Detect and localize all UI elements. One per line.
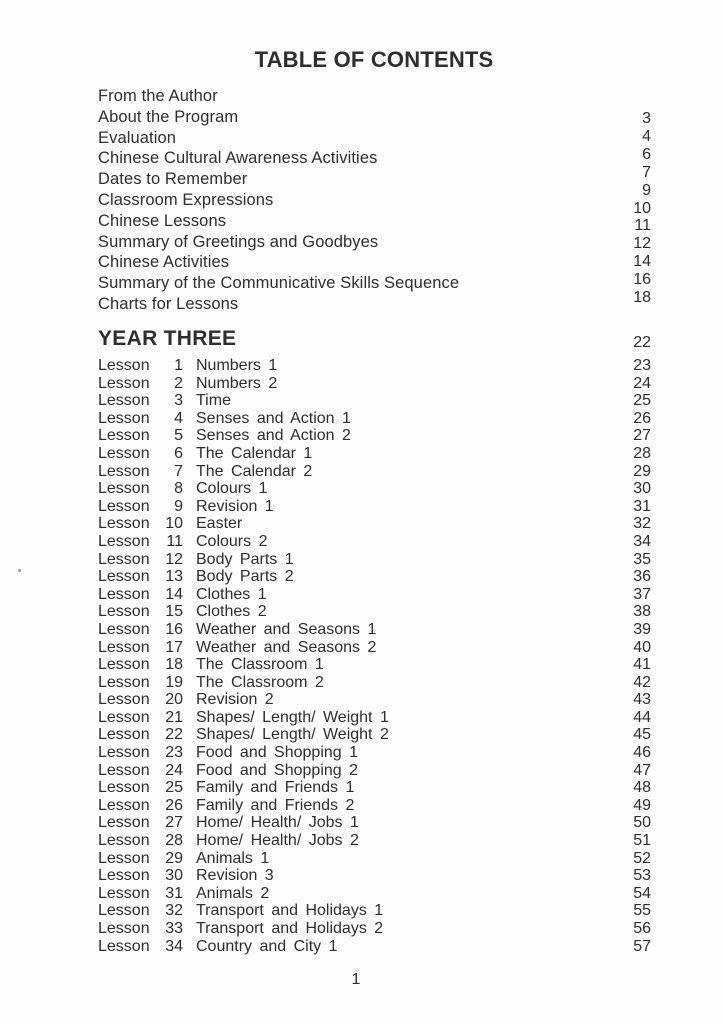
toc-entry-page-number: 7	[642, 163, 651, 181]
lesson-row	[98, 568, 651, 586]
lesson-title: Easter	[196, 515, 243, 533]
lesson-row	[98, 832, 651, 850]
lesson-word: Lesson	[98, 708, 150, 726]
toc-entry-page-number: 10	[633, 199, 651, 217]
toc-entry-page-number: 9	[642, 181, 651, 199]
toc-entry-page-number: 14	[633, 253, 651, 271]
lesson-page-number: 50	[633, 814, 651, 832]
lesson-number: 24	[165, 761, 183, 779]
lesson-row	[98, 621, 651, 639]
lesson-page-number: 30	[633, 480, 651, 498]
lesson-row	[98, 938, 651, 956]
lesson-word: Lesson	[98, 796, 150, 814]
lesson-word: Lesson	[98, 761, 150, 779]
lesson-page-number: 29	[633, 462, 651, 480]
lesson-row	[98, 551, 651, 569]
lesson-page-number: 52	[633, 849, 651, 867]
toc-entry-page-number: 16	[633, 271, 651, 289]
lesson-row	[98, 586, 651, 604]
lesson-number: 34	[165, 937, 183, 955]
lesson-row	[98, 709, 651, 727]
lesson-title: Revision 1	[196, 497, 274, 515]
lesson-word: Lesson	[98, 638, 150, 656]
lesson-row	[98, 498, 651, 516]
lesson-page-number: 49	[633, 796, 651, 814]
toc-entry-label: Chinese Lessons	[98, 211, 227, 230]
lesson-word: Lesson	[98, 462, 150, 480]
lesson-title: Revision 3	[196, 867, 274, 885]
toc-entry-label: Chinese Cultural Awareness Activities	[98, 149, 378, 168]
lesson-title: Animals 1	[196, 849, 270, 867]
lesson-title: Colours 1	[196, 480, 268, 498]
lesson-number: 10	[165, 515, 183, 533]
toc-entry-page-number: 18	[633, 289, 651, 307]
lesson-title: Colours 2	[196, 532, 268, 550]
lesson-row	[98, 691, 651, 709]
lesson-page-number: 26	[633, 409, 651, 427]
lesson-page-number: 45	[633, 726, 651, 744]
lesson-number: 27	[165, 814, 183, 832]
lesson-word: Lesson	[98, 656, 150, 674]
front-matter-section	[98, 86, 651, 315]
lesson-title: Family and Friends 1	[196, 779, 355, 797]
lesson-title: Family and Friends 2	[196, 796, 355, 814]
lesson-number: 29	[165, 849, 183, 867]
lesson-page-number: 35	[633, 550, 651, 568]
lesson-page-number: 27	[633, 427, 651, 445]
lesson-word: Lesson	[98, 937, 150, 955]
toc-entry-label: Classroom Expressions	[98, 190, 274, 209]
lesson-word: Lesson	[98, 832, 150, 850]
lesson-number: 2	[174, 374, 183, 392]
lesson-word: Lesson	[98, 920, 150, 937]
lesson-title: The Calendar 2	[196, 462, 313, 480]
lesson-row	[98, 867, 651, 885]
lesson-page-number: 39	[633, 620, 651, 638]
lesson-row	[98, 410, 651, 428]
lesson-title: Weather and Seasons 1	[196, 620, 377, 638]
lesson-page-number: 23	[633, 357, 651, 374]
lesson-title: Senses and Action 1	[196, 409, 351, 427]
lesson-word: Lesson	[98, 427, 150, 445]
lesson-number: 19	[165, 673, 183, 691]
lesson-number: 22	[165, 726, 183, 744]
lesson-word: Lesson	[98, 620, 150, 638]
lesson-title: Clothes 1	[196, 585, 267, 603]
lesson-number: 17	[165, 638, 183, 656]
lesson-word: Lesson	[98, 603, 150, 621]
lesson-word: Lesson	[98, 480, 150, 498]
lesson-number: 23	[165, 744, 183, 762]
lesson-page-number: 41	[633, 656, 651, 674]
lesson-title: Food and Shopping 2	[196, 761, 359, 779]
lesson-title: Weather and Seasons 2	[196, 638, 377, 656]
lesson-title: Food and Shopping 1	[196, 744, 359, 762]
lesson-page-number: 57	[633, 937, 651, 955]
lesson-page-number: 28	[633, 444, 651, 462]
lesson-number: 6	[174, 444, 183, 462]
lesson-title: Home/ Health/ Jobs 2	[196, 832, 359, 850]
lesson-row	[98, 480, 651, 498]
lesson-word: Lesson	[98, 814, 150, 832]
lesson-title: Numbers 2	[196, 374, 278, 392]
lesson-title: Clothes 2	[196, 603, 267, 621]
lesson-row	[98, 427, 651, 445]
lesson-row	[98, 639, 651, 657]
lesson-number: 8	[174, 480, 183, 498]
lesson-row	[98, 375, 651, 393]
lesson-page-number: 55	[633, 902, 651, 920]
lesson-row	[98, 814, 651, 832]
lesson-word: Lesson	[98, 409, 150, 427]
toc-entry-label: From the Author	[98, 87, 218, 105]
lesson-row	[98, 445, 651, 463]
lesson-page-number: 46	[633, 744, 651, 762]
toc-entry-label: Summary of Greetings and Goodbyes	[98, 232, 379, 251]
lesson-word: Lesson	[98, 532, 150, 550]
lesson-word: Lesson	[98, 585, 150, 603]
lesson-word: Lesson	[98, 392, 150, 410]
lesson-number: 16	[165, 620, 183, 638]
lesson-row	[98, 885, 651, 903]
lesson-word: Lesson	[98, 726, 150, 744]
lesson-number: 4	[174, 409, 183, 427]
toc-entry-page-number: 6	[642, 145, 651, 163]
lesson-title: The Calendar 1	[196, 444, 313, 462]
lesson-word: Lesson	[98, 902, 150, 920]
lesson-row	[98, 920, 651, 938]
lesson-title: Home/ Health/ Jobs 1	[196, 814, 359, 832]
toc-entry-page-number: 11	[634, 217, 651, 235]
lesson-word: Lesson	[98, 444, 150, 462]
lesson-row	[98, 533, 651, 551]
lesson-page-number: 47	[633, 761, 651, 779]
lesson-title: Animals 2	[196, 884, 270, 902]
lesson-title: Body Parts 1	[196, 550, 294, 568]
lesson-row	[98, 357, 651, 375]
lesson-word: Lesson	[98, 673, 150, 691]
lesson-row	[98, 902, 651, 920]
lesson-row	[98, 463, 651, 481]
lesson-number: 20	[165, 691, 183, 709]
lesson-title: The Classroom 1	[196, 656, 324, 674]
front-matter-page-numbers	[633, 110, 651, 307]
lesson-page-number: 42	[633, 673, 651, 691]
lesson-number: 3	[174, 392, 183, 410]
lesson-word: Lesson	[98, 568, 150, 586]
lesson-page-number: 32	[633, 515, 651, 533]
lesson-row	[98, 726, 651, 744]
lesson-number: 7	[174, 462, 183, 480]
lesson-number: 33	[165, 920, 183, 937]
lesson-page-number: 25	[633, 392, 651, 410]
toc-entry-label: Charts for Lessons	[98, 294, 239, 313]
year-three-label: YEAR THREE	[98, 327, 237, 350]
lesson-row	[98, 762, 651, 780]
lesson-page-number: 37	[633, 585, 651, 603]
page-title: TABLE OF CONTENTS	[254, 47, 494, 72]
scan-speck	[18, 569, 21, 572]
lesson-word: Lesson	[98, 691, 150, 709]
toc-entry-page-number: 12	[633, 235, 651, 253]
year-three-page-number: 22	[633, 334, 651, 351]
lesson-row	[98, 392, 651, 410]
lesson-number: 18	[165, 656, 183, 674]
lesson-page-number: 34	[633, 532, 651, 550]
lesson-word: Lesson	[98, 497, 150, 515]
lesson-word: Lesson	[98, 779, 150, 797]
lesson-row	[98, 656, 651, 674]
lesson-number: 1	[174, 357, 183, 374]
toc-entry-label: Chinese Activities	[98, 253, 230, 272]
lesson-word: Lesson	[98, 744, 150, 762]
lesson-title: Transport and Holidays 1	[196, 902, 384, 920]
lesson-row	[98, 797, 651, 815]
lesson-row	[98, 515, 651, 533]
lesson-number: 31	[165, 884, 183, 902]
lesson-title: Revision 2	[196, 691, 274, 709]
lesson-row	[98, 850, 651, 868]
lesson-title: Country and City 1	[196, 937, 338, 955]
lesson-page-number: 53	[633, 867, 651, 885]
lesson-title: Shapes/ Length/ Weight 2	[196, 726, 389, 744]
lesson-page-number: 48	[633, 779, 651, 797]
lesson-number: 11	[166, 532, 183, 550]
lesson-page-number: 44	[633, 708, 651, 726]
toc-entry-label: About the Program	[98, 107, 239, 126]
lesson-number: 21	[165, 708, 183, 726]
lesson-page-number: 43	[633, 691, 651, 709]
year-three-heading	[98, 327, 651, 351]
toc-entry-page-number: 4	[642, 127, 651, 145]
lesson-number: 28	[165, 832, 183, 850]
lesson-word: Lesson	[98, 357, 150, 374]
lesson-number: 5	[174, 427, 183, 445]
lesson-number: 12	[165, 550, 183, 568]
toc-entry-label: Summary of the Communicative Skills Sequence	[98, 274, 460, 293]
lesson-number: 32	[165, 902, 183, 920]
lesson-title: Shapes/ Length/ Weight 1	[196, 708, 389, 726]
lesson-number: 30	[165, 867, 183, 885]
lesson-word: Lesson	[98, 515, 150, 533]
lesson-row	[98, 744, 651, 762]
lesson-number: 13	[165, 568, 183, 586]
lesson-title: Senses and Action 2	[196, 427, 351, 445]
lesson-word: Lesson	[98, 374, 150, 392]
toc-entry-label: Dates to Remember	[98, 170, 248, 189]
lesson-page-number: 36	[633, 568, 651, 586]
lesson-number: 25	[165, 779, 183, 797]
lesson-title: Numbers 1	[196, 357, 278, 374]
lesson-row	[98, 779, 651, 797]
lesson-word: Lesson	[98, 849, 150, 867]
lesson-word: Lesson	[98, 884, 150, 902]
lesson-word: Lesson	[98, 867, 150, 885]
lesson-number: 15	[165, 603, 183, 621]
lesson-page-number: 51	[633, 832, 651, 850]
lesson-page-number: 56	[633, 920, 651, 937]
lessons-list	[98, 357, 651, 955]
lesson-title: The Classroom 2	[196, 673, 324, 691]
lesson-page-number: 24	[633, 374, 651, 392]
lesson-page-number: 31	[633, 497, 651, 515]
lesson-page-number: 54	[633, 884, 651, 902]
lesson-title: Body Parts 2	[196, 568, 294, 586]
lesson-row	[98, 674, 651, 692]
lesson-page-number: 38	[633, 603, 651, 621]
lesson-word: Lesson	[98, 550, 150, 568]
lesson-page-number: 40	[633, 638, 651, 656]
lesson-title: Time	[196, 392, 231, 410]
page-number-footer: 1	[351, 971, 361, 988]
toc-entry-page-number: 3	[642, 110, 651, 127]
lesson-title: Transport and Holidays 2	[196, 920, 384, 937]
toc-entry-label: Evaluation	[98, 128, 177, 147]
lesson-number: 14	[165, 585, 183, 603]
lesson-number: 9	[174, 497, 183, 515]
front-matter-labels	[98, 86, 651, 315]
lesson-number: 26	[165, 796, 183, 814]
lesson-row	[98, 603, 651, 621]
